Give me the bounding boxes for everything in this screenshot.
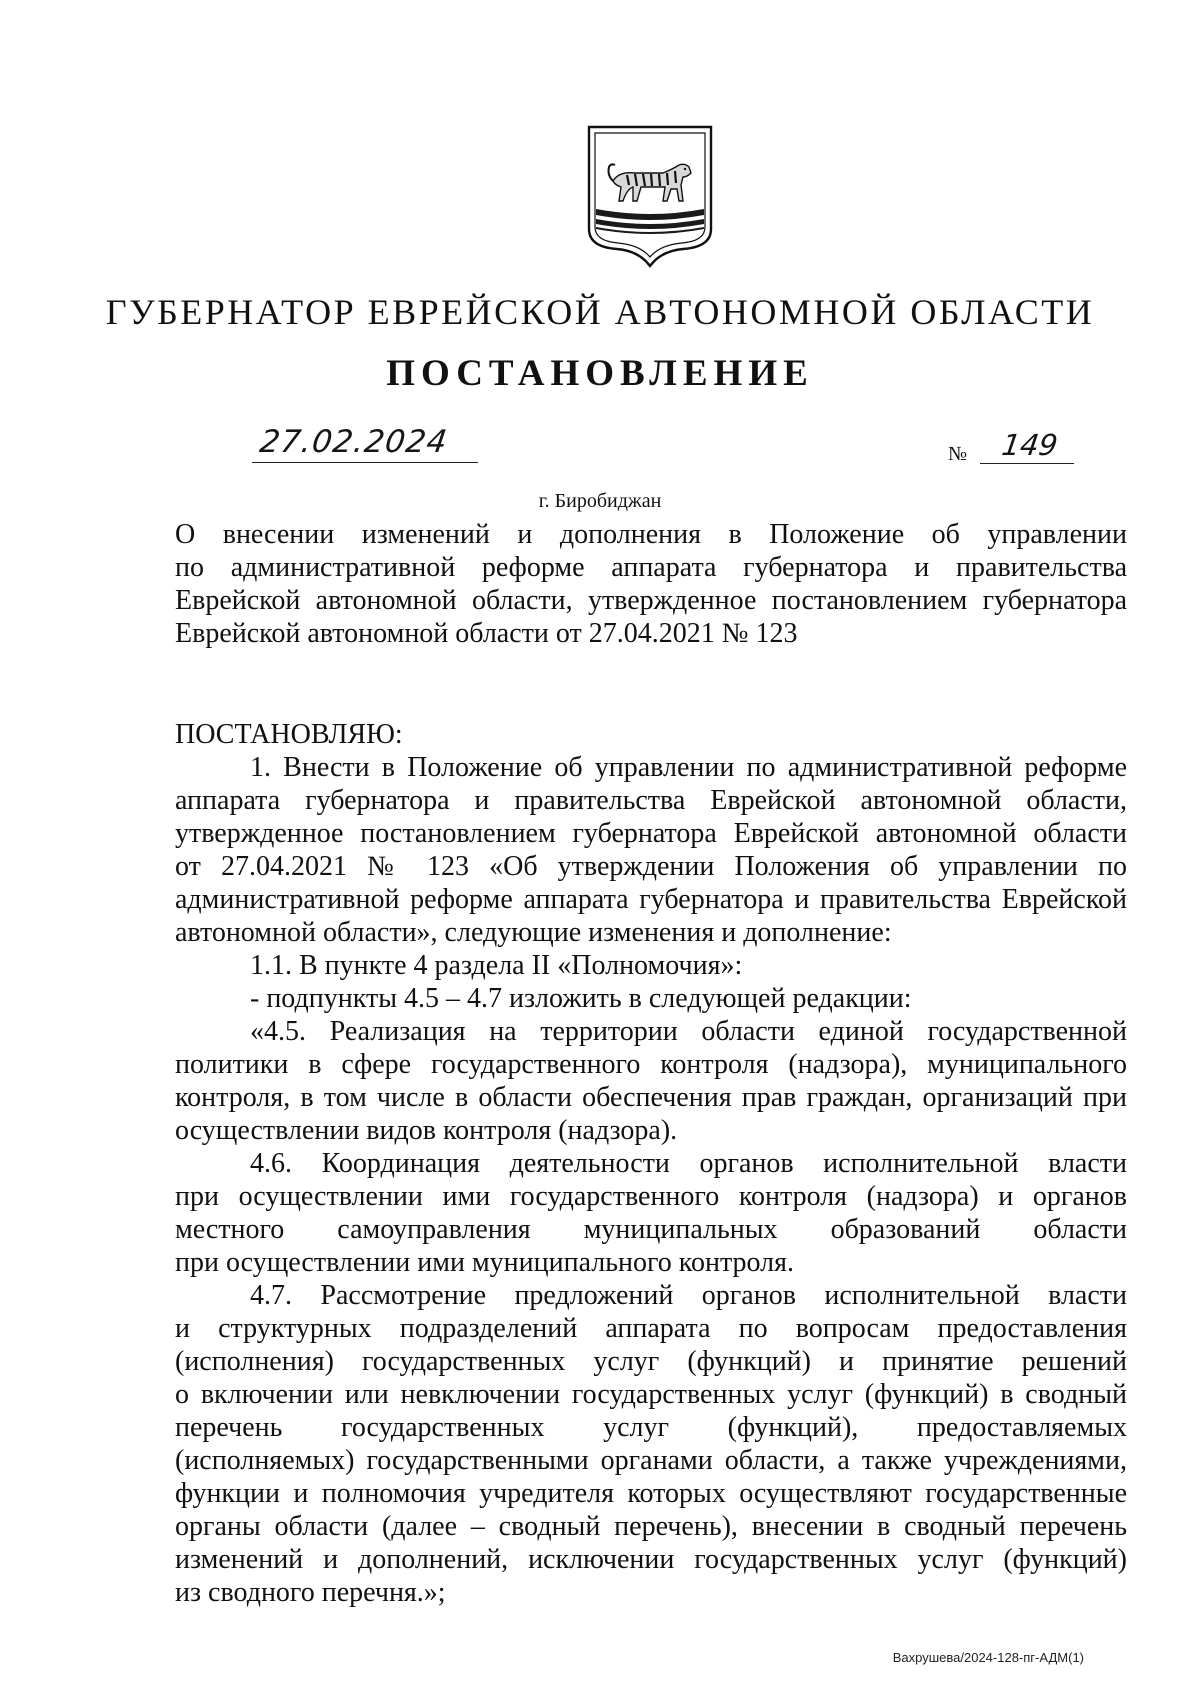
body-line: 4.7. Рассмотрение предложений органов исполнительной власти xyxy=(250,1280,1127,1311)
body-line: из сводного перечня.»; xyxy=(175,1577,446,1608)
number-underline xyxy=(980,430,1074,464)
body-line: (исполнения) государственных услуг (функций) и принятие решений xyxy=(175,1346,1127,1377)
body-line: изменений и дополнений, исключении государственных услуг (функций) xyxy=(175,1544,1127,1575)
footer-code: Вахрушева/2024-128-пг-АДМ(1) xyxy=(892,1650,1084,1665)
document-number-field xyxy=(948,430,1074,464)
title-line: Еврейской автономной области от 27.04.2021 № 123 xyxy=(175,618,798,649)
body-line: и структурных подразделений аппарата по вопросам предоставления xyxy=(175,1313,1127,1344)
body-line: административной реформе аппарата губернатора и правительства Еврейской xyxy=(175,884,1127,915)
body-line: контроля, в том числе в области обеспечения прав граждан, организаций при xyxy=(175,1082,1127,1113)
body-line: - подпункты 4.5 – 4.7 изложить в следующей редакции: xyxy=(250,983,912,1014)
issuer-title: ГУБЕРНАТОР ЕВРЕЙСКОЙ АВТОНОМНОЙ ОБЛАСТИ xyxy=(105,292,1095,332)
body-line: 4.6. Координация деятельности органов исполнительной власти xyxy=(250,1148,1127,1179)
body-line: перечень государственных услуг (функций), предоставляемых xyxy=(175,1412,1127,1443)
body-line: о включении или невключении государственных услуг (функций) в сводный xyxy=(175,1379,1127,1410)
body-line: утвержденное постановлением губернатора Еврейской автономной области xyxy=(175,818,1127,849)
body-line: 1.1. В пункте 4 раздела II «Полномочия»: xyxy=(250,950,743,981)
document-body xyxy=(175,718,1127,1609)
coat-of-arms-icon xyxy=(587,125,713,268)
body-line: от 27.04.2021 № 123 «Об утверждении Положения об управлении по xyxy=(175,851,1127,882)
body-line: (исполняемых) государственными органами области, а также учреждениями, xyxy=(175,1445,1127,1476)
body-line: местного самоуправления муниципальных образований области xyxy=(175,1214,1127,1245)
body-line: функции и полномочия учредителя которых осуществляют государственные xyxy=(175,1478,1127,1509)
body-line: при осуществлении ими государственного контроля (надзора) и органов xyxy=(175,1181,1127,1212)
body-line: органы области (далее – сводный перечень), внесении в сводный перечень xyxy=(175,1511,1127,1542)
document-type-title: ПОСТАНОВЛЕНИЕ xyxy=(386,353,814,394)
city-line: г. Биробиджан xyxy=(538,490,662,512)
body-line: «4.5. Реализация на территории области единой государственной xyxy=(250,1016,1127,1047)
document-title xyxy=(175,518,1127,650)
date-field xyxy=(252,420,478,463)
handwritten-number: 149 xyxy=(999,428,1060,462)
body-line: автономной области», следующие изменения и дополнение: xyxy=(175,917,892,948)
title-line: О внесении изменений и дополнения в Положение об управлении xyxy=(175,519,1127,550)
body-line: политики в сфере государственного контроля (надзора), муниципального xyxy=(175,1049,1127,1080)
number-sign: № xyxy=(948,443,968,465)
body-line: при осуществлении ими муниципального контроля. xyxy=(175,1247,795,1278)
handwritten-date: 27.02.2024 xyxy=(257,424,451,460)
body-line: осуществлении видов контроля (надзора). xyxy=(175,1115,678,1146)
body-line: аппарата губернатора и правительства Еврейской автономной области, xyxy=(175,785,1127,816)
title-line: по административной реформе аппарата губернатора и правительства xyxy=(175,552,1127,583)
title-line: Еврейской автономной области, утвержденное постановлением губернатора xyxy=(175,585,1127,616)
body-heading: ПОСТАНОВЛЯЮ: xyxy=(175,719,403,750)
body-line: 1. Внести в Положение об управлении по административной реформе xyxy=(250,752,1127,783)
